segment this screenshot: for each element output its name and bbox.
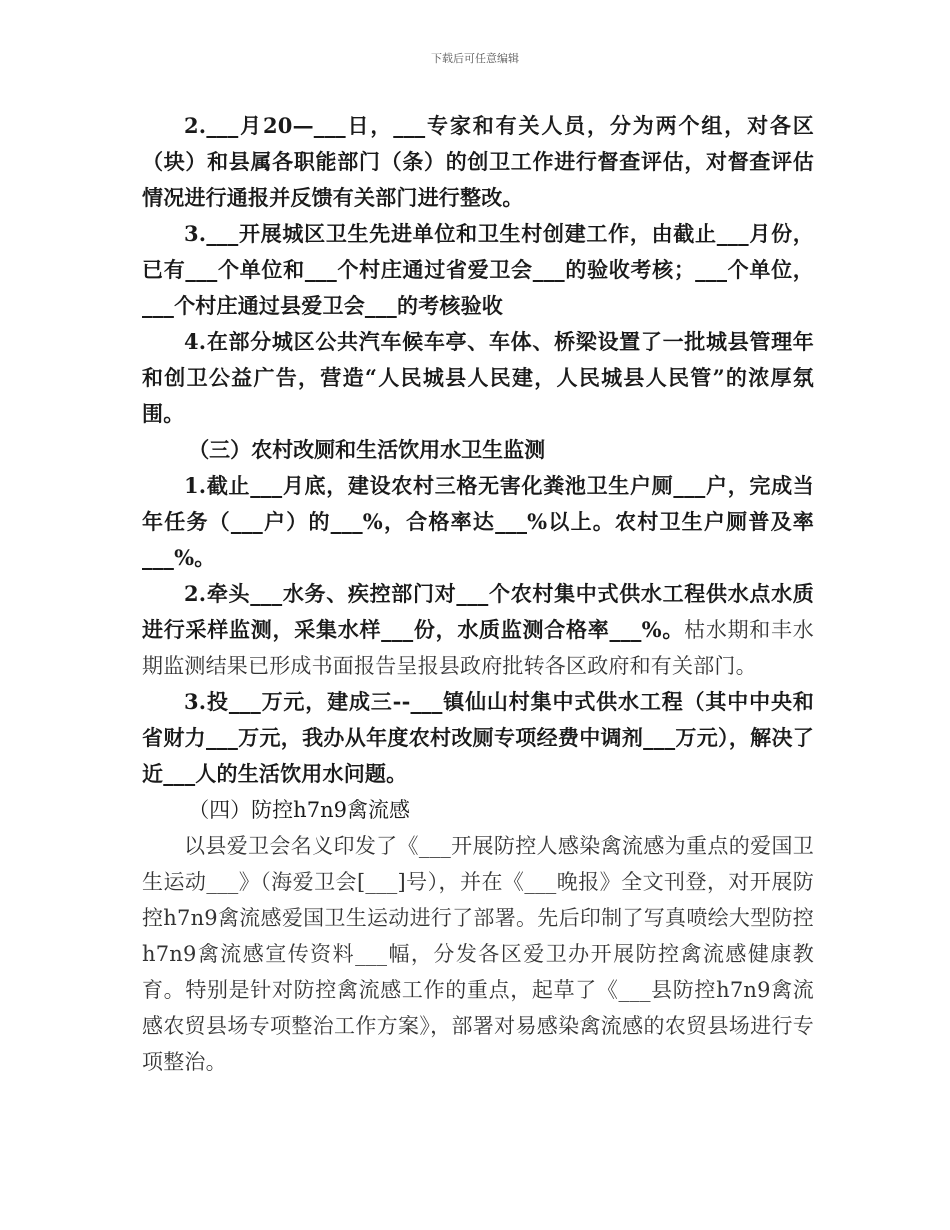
section-heading-h7n9: （四）防控h7n9禽流感 [188,798,410,822]
paragraph-item-3-water-project: 3.投___万元，建成三--___镇仙山村集中式供水工程（其中中央和省财力___万元，我办从年度农村改厕专项经费中调剂___万元），解决了近___人的生活饮用水问题。 [142,689,814,786]
paragraph-item-1-rural-toilets: 1.截止___月底，建设农村三格无害化粪池卫生户厕___户，完成当年任务（___户）的___%，合格率达___%以上。农村卫生户厕普及率___%。 [142,473,814,570]
page-header: 下载后可任意编辑 [431,52,519,65]
paragraph-h7n9-prevention: 以县爱卫会名义印发了《___开展防控人感染禽流感为重点的爱国卫生运动___》（海爱卫会[___]号），并在《___晚报》全文刊登，对开展防控h7n9禽流感爱国卫生运动进行了部署。先后印制了写真喷绘大型防控h7n9禽流感宣传资料___幅，分发各区爱卫办开展防控禽流感健康教育。特别是针对防控禽流感工作的重点，起草了《___县防控h7n9禽流感农贸县场专项整治工作方案》，部署对易感染禽流感的农贸县场进行专项整治。 [142,834,814,1074]
paragraph-item-3-sanitation-units: 3.___开展城区卫生先进单位和卫生村创建工作，由截止___月份，已有___个单位和___个村庄通过省爱卫会___的验收考核；___个单位，___个村庄通过县爱卫会___的考核验收 [142,221,814,318]
water-monitoring-normal-text: 枯水期和丰水期监测结果已形成书面报告呈报县政府批转各区政府和有关部门。 [142,618,814,678]
water-monitoring-bold-text: 2.牵头___水务、疾控部门对___个农村集中式供水工程供水点水质进行采样监测，采集水样___份，水质监测合格率___%。 [142,581,814,642]
paragraph-item-2-water-monitoring [142,576,814,684]
document-body [142,108,814,1080]
section-heading-rural-toilets-water: （三）农村改厕和生活饮用水卫生监测 [188,437,546,462]
paragraph-item-4-public-ads: 4.在部分城区公共汽车候车亭、车体、桥梁设置了一批城县管理年和创卫公益广告，营造“人民城县人民建，人民城县人民管”的浓厚氛围。 [142,329,814,426]
paragraph-item-2-inspection: 2.___月20—___日，___专家和有关人员，分为两个组，对各区（块）和县属各职能部门（条）的创卫工作进行督查评估，对督查评估情况进行通报并反馈有关部门进行整改。 [142,113,814,210]
